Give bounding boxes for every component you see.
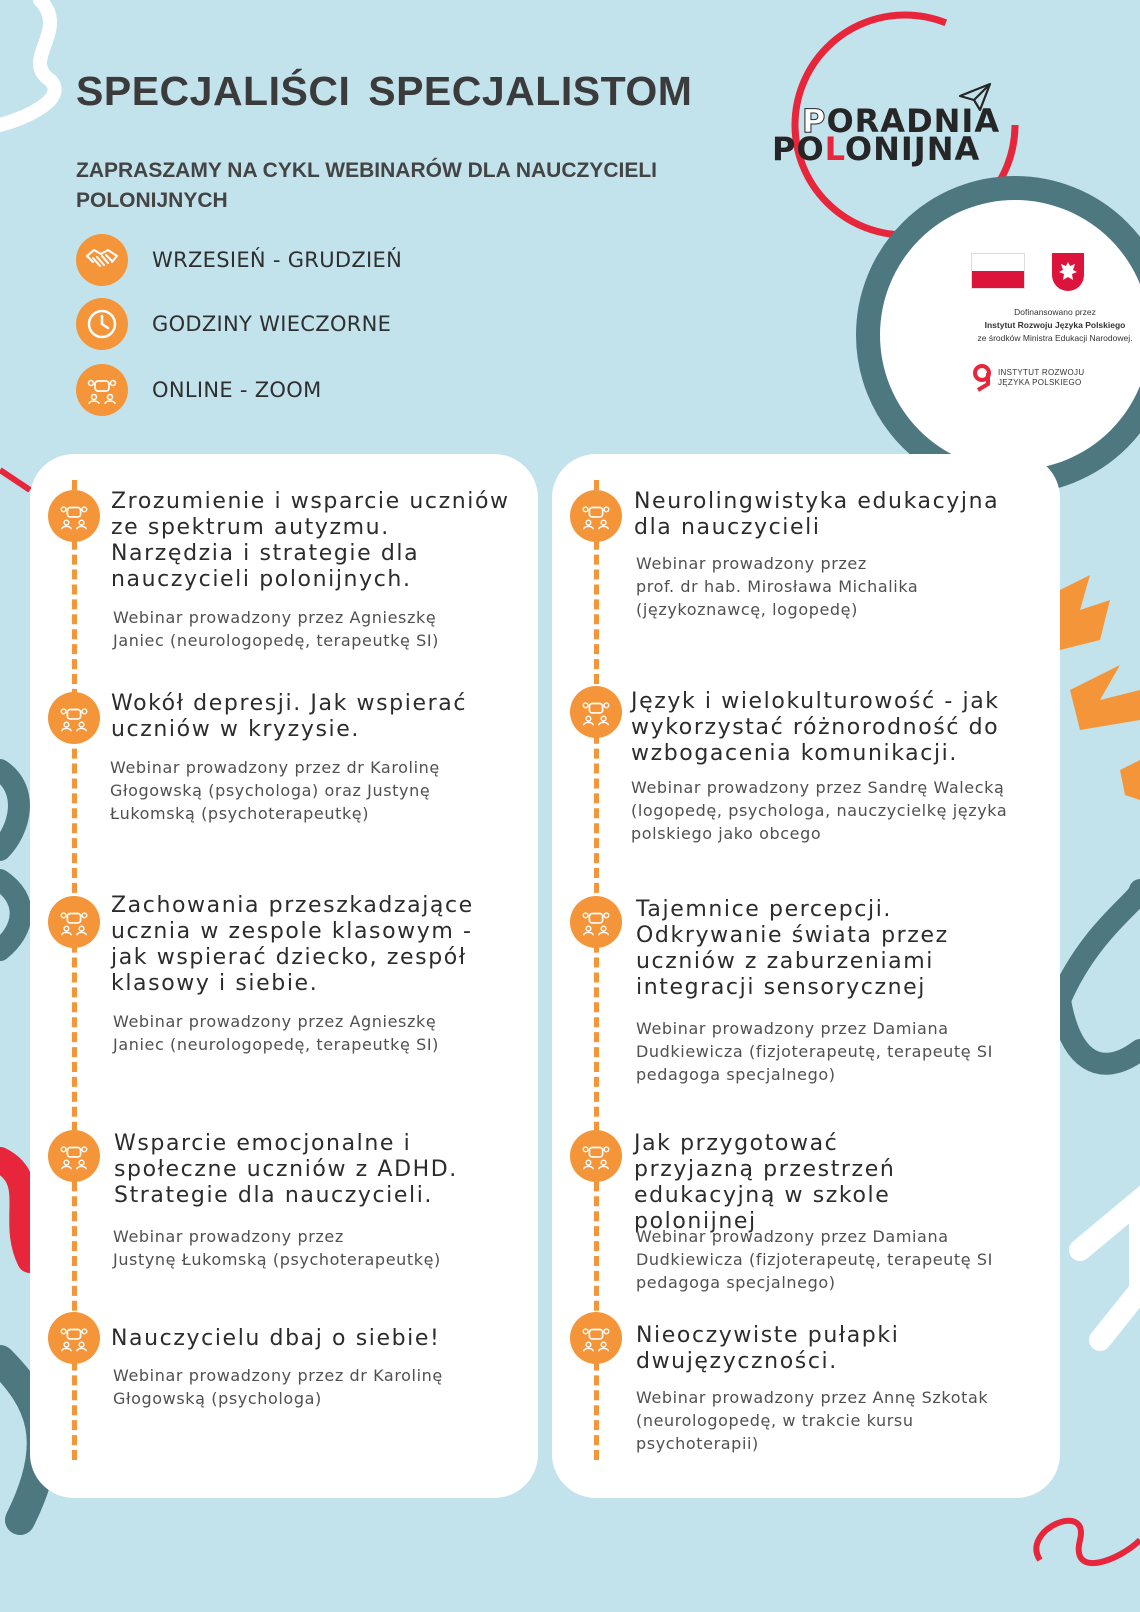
webinar-bullet-icon bbox=[48, 692, 100, 744]
webinar-title: Tajemnice percepcji. Odkrywanie świata przez uczniów z zaburzeniami integracji sensorycznej bbox=[636, 897, 949, 1000]
webinar-title: Neurolingwistyka edukacyjna dla nauczycieli bbox=[634, 489, 1000, 540]
polish-flag-icon bbox=[971, 253, 1025, 289]
webinar-bullet-icon bbox=[570, 490, 622, 542]
webinar-bullet-icon bbox=[48, 1312, 100, 1364]
webinar-presenter: Webinar prowadzony przez Damiana Dudkiewicza (fizjoterapeutę, terapeutę SI pedagoga specjalnego) bbox=[636, 1227, 993, 1292]
webinar-title: Nauczycielu dbaj o siebie! bbox=[111, 1326, 441, 1351]
webinar-title: Wokół depresji. Jak wspierać uczniów w kryzysie. bbox=[111, 691, 468, 742]
page-title: SPECJALIŚCI SPECJALISTOM bbox=[76, 68, 693, 114]
webinar-presenter: Webinar prowadzony przez dr Karolinę Głogowską (psychologa) bbox=[113, 1366, 443, 1408]
info-row-hours bbox=[76, 298, 391, 350]
info-text-hours: GODZINY WIECZORNE bbox=[152, 312, 392, 336]
paper-plane-icon bbox=[958, 82, 992, 112]
people-chat-icon bbox=[76, 364, 128, 416]
webinar-presenter: Webinar prowadzony przez Sandrę Walecką (logopedę, psychologa, nauczycielkę języka polskiego jako obcego bbox=[631, 778, 1008, 843]
info-text-dates: WRZESIEŃ - GRUDZIEŃ bbox=[152, 248, 403, 272]
info-row-dates bbox=[76, 234, 402, 286]
poradnia-polonijna-logo: PORADNIA POLONIJNA bbox=[768, 96, 998, 176]
webinar-bullet-icon bbox=[48, 490, 100, 542]
webinar-presenter: Webinar prowadzony przez Agnieszkę Janiec (neurologopedę, terapeutkę SI) bbox=[113, 608, 439, 650]
webinar-title: Zrozumienie i wsparcie uczniów ze spektrum autyzmu. Narzędzia i strategie dla nauczycieli polonijnych. bbox=[111, 489, 510, 592]
page-subtitle: ZAPRASZAMY NA CYKL WEBINARÓW DLA NAUCZYCIELI POLONIJNYCH bbox=[76, 159, 657, 212]
webinar-bullet-icon bbox=[48, 896, 100, 948]
webinar-title: Język i wielokulturowość - jak wykorzystać różnorodność do wzbogacenia komunikacji. bbox=[631, 689, 1000, 766]
webinar-presenter: Webinar prowadzony przez prof. dr hab. Mirosława Michalika (językoznawcę, logopedę) bbox=[636, 554, 919, 619]
webinar-presenter: Webinar prowadzony przez Damiana Dudkiewicza (fizjoterapeutę, terapeutę SI pedagoga specjalnego) bbox=[636, 1019, 993, 1084]
handshake-icon bbox=[76, 234, 128, 286]
info-text-online: ONLINE - ZOOM bbox=[152, 378, 322, 402]
webinar-bullet-icon bbox=[570, 1130, 622, 1182]
clock-icon bbox=[76, 298, 128, 350]
webinar-bullet-icon bbox=[570, 686, 622, 738]
webinar-title: Jak przygotować przyjazną przestrzeń edukacyjną w szkole polonijnej bbox=[634, 1131, 896, 1234]
webinar-title: Zachowania przeszkadzające ucznia w zespole klasowym - jak wspierać dziecko, zespół klasowy i siebie. bbox=[111, 893, 474, 996]
webinar-presenter: Webinar prowadzony przez Annę Szkotak (neurologopedę, w trakcie kursu psychoterapii) bbox=[636, 1388, 989, 1453]
webinar-bullet-icon bbox=[570, 1312, 622, 1364]
webinar-presenter: Webinar prowadzony przez Agnieszkę Janiec (neurologopedę, terapeutkę SI) bbox=[113, 1012, 439, 1054]
funding-text: Dofinansowano przez Instytut Rozwoju Języka Polskiego ze środków Ministra Edukacji Narodowej. bbox=[977, 307, 1133, 343]
webinar-title: Nieoczywiste pułapki dwujęzyczności. bbox=[636, 1323, 900, 1374]
institute-logo: INSTYTUT ROZWOJU JĘZYKA POLSKIEGO bbox=[972, 364, 1098, 392]
webinar-presenter: Webinar prowadzony przez Justynę Łukomską (psychoterapeutkę) bbox=[113, 1227, 441, 1269]
webinar-bullet-icon bbox=[48, 1130, 100, 1182]
info-row-online bbox=[76, 364, 322, 416]
webinar-title: Wsparcie emocjonalne i społeczne uczniów z ADHD. Strategie dla nauczycieli. bbox=[114, 1131, 458, 1208]
institute-mark-icon bbox=[972, 364, 992, 392]
webinar-presenter: Webinar prowadzony przez dr Karolinę Głogowską (psychologa) oraz Justynę Łukomską (psychoterapeutkę) bbox=[110, 758, 440, 823]
webinar-bullet-icon bbox=[570, 896, 622, 948]
polish-emblem-icon bbox=[1052, 253, 1084, 291]
